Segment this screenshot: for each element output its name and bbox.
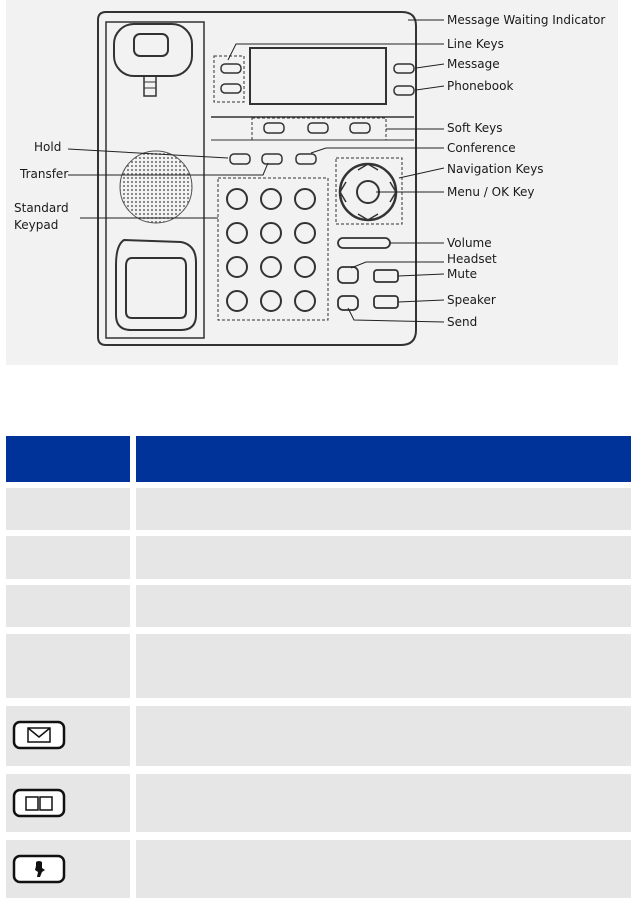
label-hold: Hold xyxy=(34,140,62,154)
label-transfer: Transfer xyxy=(20,167,69,181)
label-menu-ok-key: Menu / OK Key xyxy=(447,185,535,199)
phone-diagram xyxy=(6,0,618,365)
line-key-2 xyxy=(221,84,241,93)
transfer-key xyxy=(262,154,282,164)
send-key xyxy=(338,296,358,310)
volume-key xyxy=(338,238,390,248)
hold-key xyxy=(230,154,250,164)
table-row xyxy=(6,488,631,530)
standard-keypad xyxy=(218,178,328,320)
label-conference: Conference xyxy=(447,141,516,155)
mute-key-icon xyxy=(12,854,66,884)
label-phonebook: Phonebook xyxy=(447,79,514,93)
label-send: Send xyxy=(447,315,478,329)
table-header-row xyxy=(6,436,631,482)
table-row xyxy=(6,536,631,579)
label-soft-keys: Soft Keys xyxy=(447,121,503,135)
label-standard-keypad-line2: Keypad xyxy=(14,218,59,232)
label-message-waiting-indicator: Message Waiting Indicator xyxy=(447,13,606,27)
label-headset: Headset xyxy=(447,252,497,266)
table-row xyxy=(6,706,631,766)
table-row xyxy=(6,840,631,898)
message-key-icon xyxy=(12,720,66,750)
phone-outline-drawing xyxy=(6,0,618,365)
label-message: Message xyxy=(447,57,500,71)
table-row xyxy=(6,774,631,832)
phonebook-key-icon xyxy=(12,788,66,818)
speaker-grille xyxy=(120,151,192,223)
conference-key xyxy=(296,154,316,164)
headset-key xyxy=(338,267,358,283)
table-row xyxy=(6,634,631,698)
label-navigation-keys: Navigation Keys xyxy=(447,162,544,176)
label-mute: Mute xyxy=(447,267,478,281)
label-speaker: Speaker xyxy=(447,293,496,307)
label-standard-keypad-line1: Standard xyxy=(14,201,69,215)
label-line-keys: Line Keys xyxy=(447,37,504,51)
handset-top-cup xyxy=(114,24,192,76)
menu-ok-key xyxy=(357,181,379,203)
header-description-cell xyxy=(136,436,631,482)
table-row xyxy=(6,585,631,627)
message-key xyxy=(394,64,414,73)
phonebook-key xyxy=(394,86,414,95)
lcd-screen xyxy=(250,48,386,104)
speaker-key xyxy=(374,296,398,308)
header-key-cell xyxy=(6,436,130,482)
mute-key xyxy=(374,270,398,282)
line-key-1 xyxy=(221,64,241,73)
label-volume: Volume xyxy=(447,236,492,250)
